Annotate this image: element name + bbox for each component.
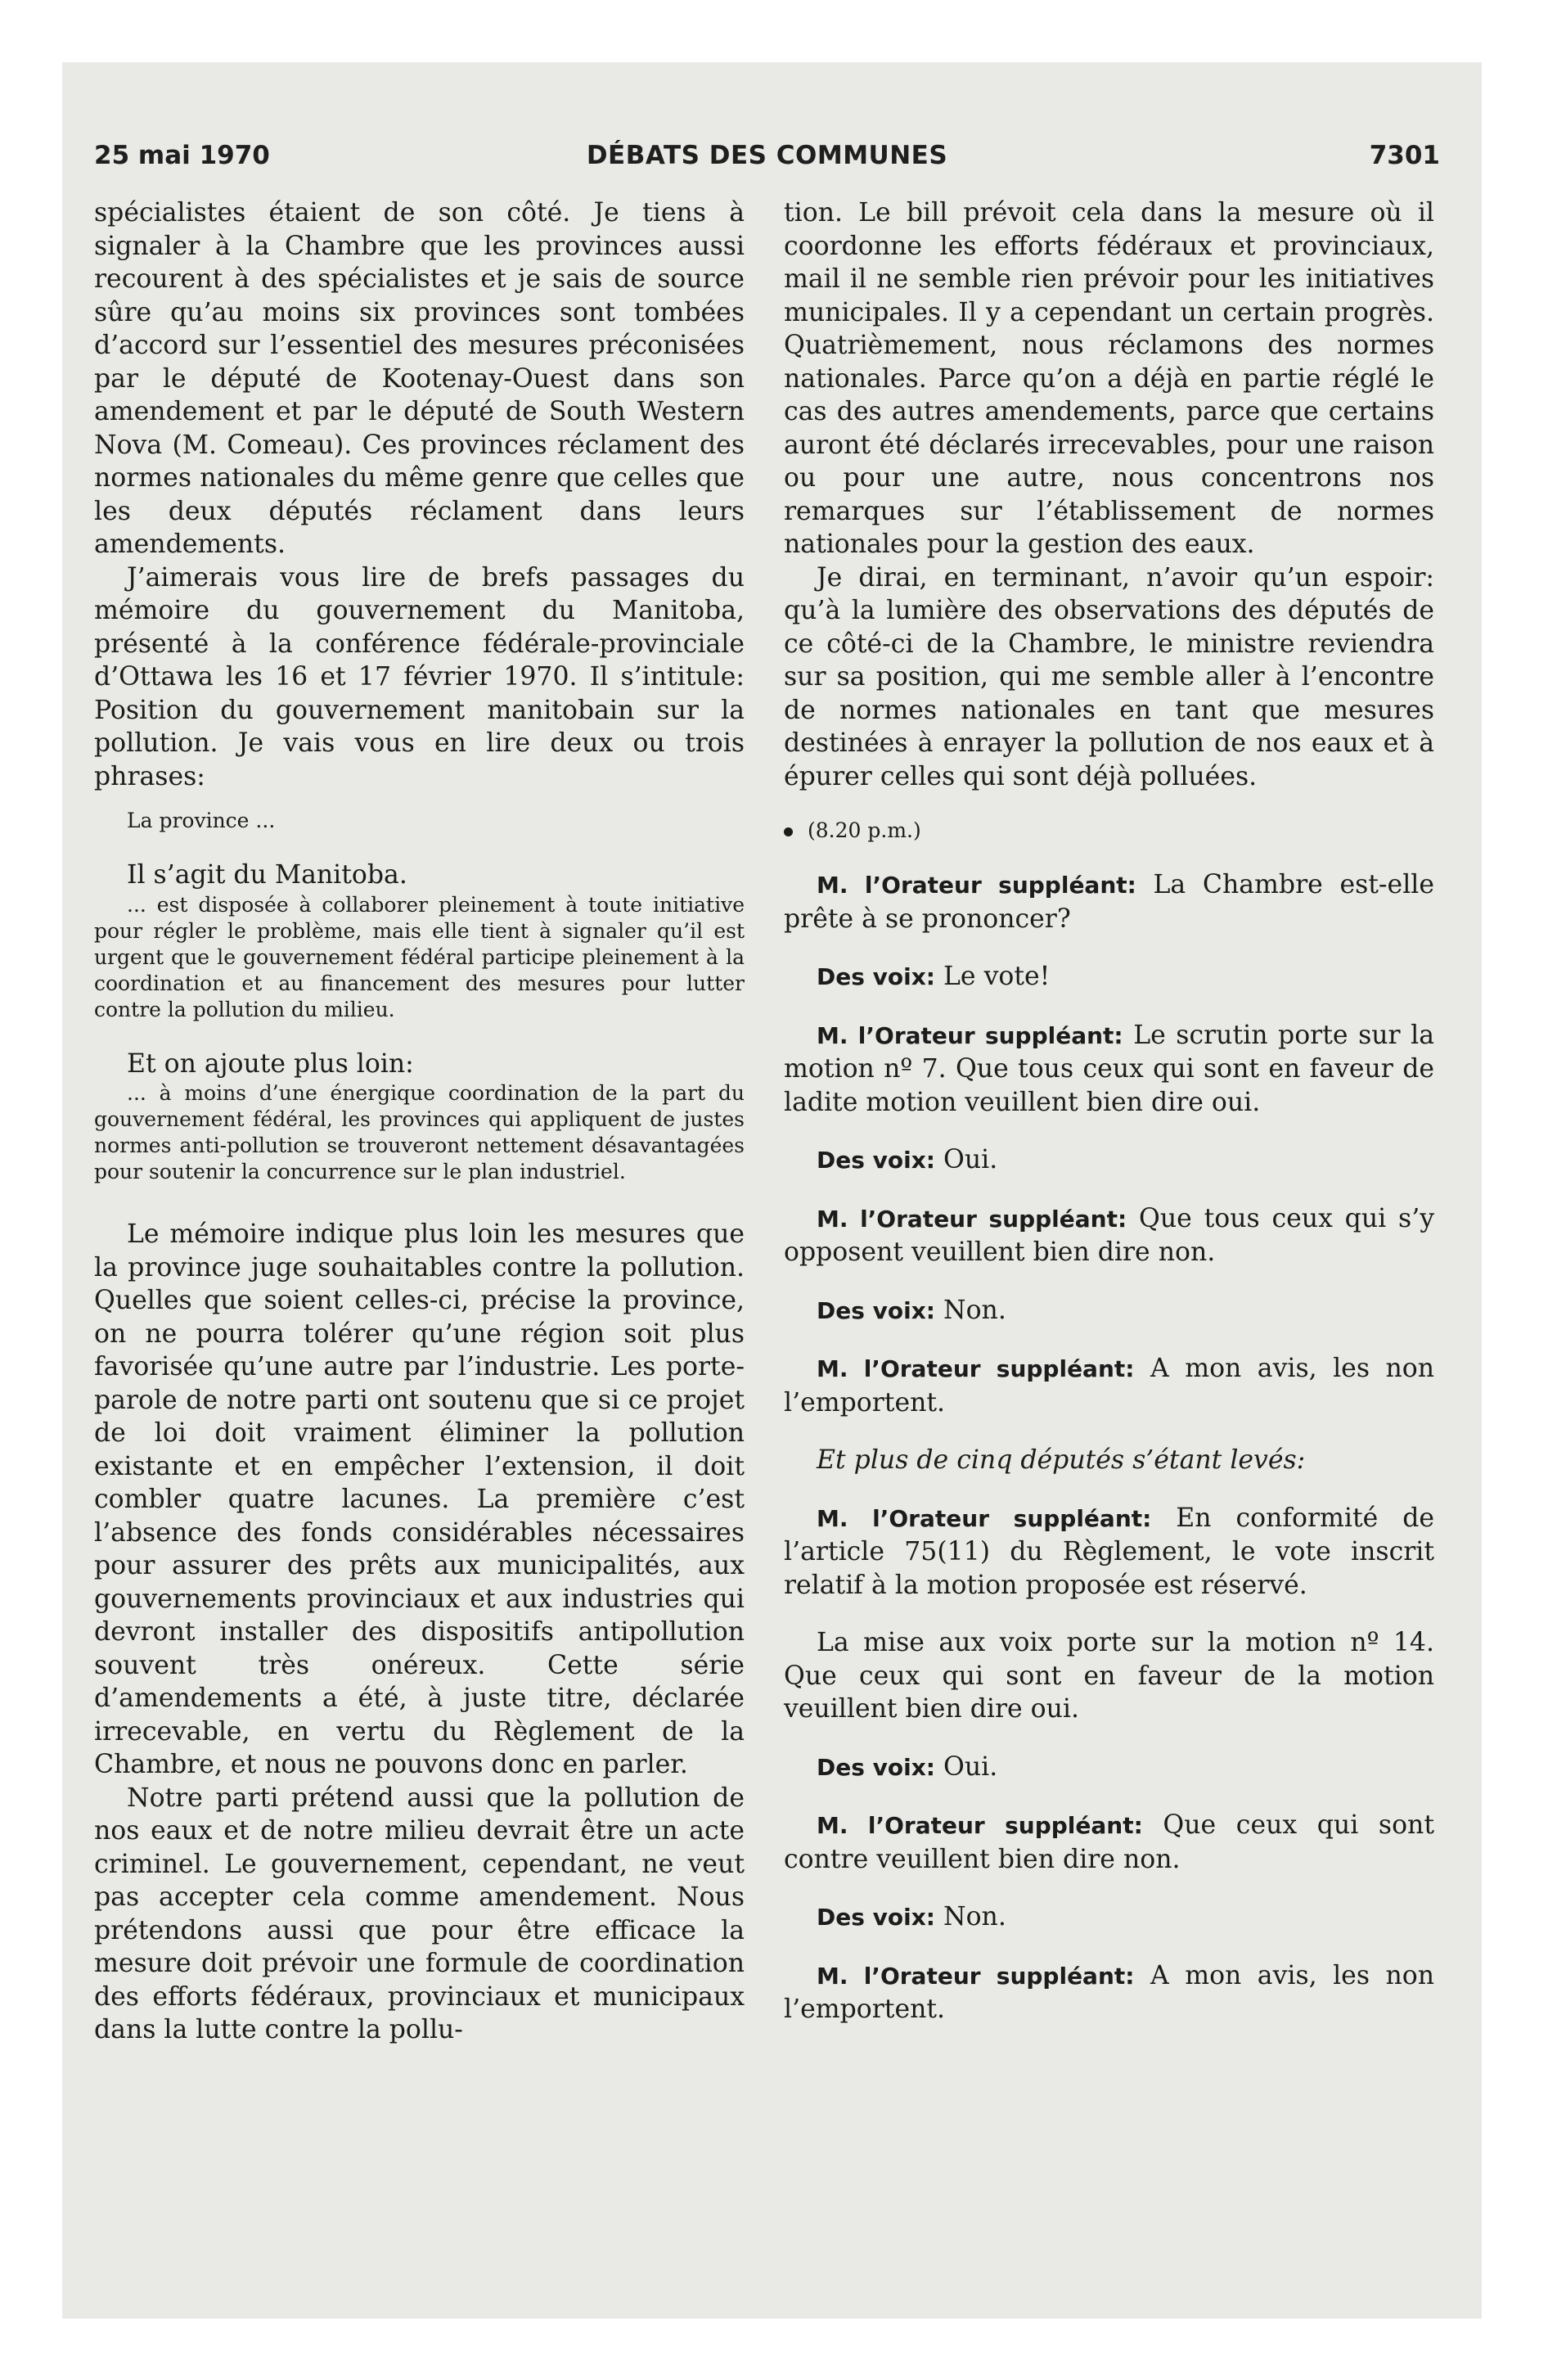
bullet-icon: [784, 827, 793, 836]
timestamp: (8.20 p.m.): [784, 818, 1434, 844]
speech: M. l’Orateur suppléant: A mon avis, les non l’emportent.: [784, 1960, 1435, 2024]
speech: M. l’Orateur suppléant: Que ceux qui sont contre veuillent bien dire non.: [784, 1810, 1435, 1874]
stage-direction: Et plus de cinq députés s’étant levés:: [817, 1445, 1306, 1475]
speech: Des voix: Oui.: [817, 1145, 998, 1174]
speech: Des voix: Non.: [817, 1902, 1006, 1931]
speech: Des voix: Non.: [817, 1295, 1006, 1325]
paragraph: Je dirai, en terminant, n’avoir qu’un espoir: qu’à la lumière des observations des députés de ce côté-ci de la Chambre, le ministre reviendra sur sa position, qui me semble aller à l’encontre de normes nationales en tant que mesures destinées à enrayer la pollution de nos eaux et à épurer celles qui sont déjà polluées.: [784, 562, 1434, 791]
speech: M. l’Orateur suppléant: A mon avis, les non l’emportent.: [784, 1354, 1435, 1418]
speaker-name: Des voix:: [817, 963, 935, 990]
paragraph: Et on ajoute plus loin:: [127, 1048, 414, 1079]
quotation: ... est disposée à collaborer pleinement à toute initiative pour régler le problème, mais elle tient à signaler qu’il est urgent que le gouvernement fédéral participe pleinement à la coordination et au financement des mesures pour lutter contre la pollution du milieu.: [94, 892, 745, 1021]
speech: M. l’Orateur suppléant: La Chambre est-elle prête à se prononcer?: [784, 870, 1434, 934]
speaker-name: M. l’Orateur suppléant:: [817, 872, 1136, 899]
speaker-name: M. l’Orateur suppléant:: [817, 1962, 1135, 1990]
paragraph: tion. Le bill prévoit cela dans la mesure où il coordonne les efforts fédéraux et provinciaux, mail il ne semble rien prévoir pour les initiatives municipales. Il y a cependant un certain progrès. Quatrièmement, nous réclamons des normes nationales. Parce qu’on a déjà en partie réglé le cas des autres amendements, parce que certains auront été déclarés irrecevables, pour une raison ou pour une autre, nous concentrons nos remarques sur l’établissement de normes nationales pour la gestion des eaux.: [784, 198, 1434, 559]
header-page-number: 7301: [1369, 141, 1440, 170]
speaker-name: Des voix:: [817, 1147, 935, 1174]
paragraph: Notre parti prétend aussi que la pollution de nos eaux et de notre milieu devrait être un acte criminel. Le gouvernement, cependant, ne veut pas accepter cela comme amendement. Nous prétendons aussi que pour être efficace la mesure doit prévoir une formule de coordination des efforts fédéraux, provinciaux et municipaux dans la lutte contre la pollu-: [94, 1783, 745, 2044]
speaker-name: M. l’Orateur suppléant:: [817, 1504, 1152, 1532]
page-header: [94, 141, 1440, 182]
speaker-name: Des voix:: [817, 1753, 935, 1781]
paragraph: J’aimerais vous lire de brefs passages du mémoire du gouvernement du Manitoba, présenté à la conférence fédérale-provinciale d’Ottawa les 16 et 17 février 1970. Il s’intitule: Position du gouvernement manitobain sur la pollution. Je vais vous en lire deux ou trois phrases:: [94, 562, 745, 791]
right-column: [784, 196, 1434, 2026]
speech: Des voix: Oui.: [817, 1751, 998, 1782]
speaker-name: Des voix:: [817, 1904, 935, 1931]
quotation: ... à moins d’une énergique coordination de la part du gouvernement fédéral, les provinces qui appliquent de justes normes anti-pollution se trouveront nettement désavantagées pour soutenir la concurrence sur le plan industriel.: [94, 1081, 745, 1183]
header-title: DÉBATS DES COMMUNES: [586, 141, 948, 170]
quotation: La province ...: [127, 809, 276, 832]
speech: M. l’Orateur suppléant: Que tous ceux qui s’y opposent veuillent bien dire non.: [784, 1203, 1435, 1267]
header-date: 25 mai 1970: [94, 141, 270, 170]
paragraph: Le mémoire indique plus loin les mesures que la province juge souhaitables contre la pollution. Quelles que soient celles-ci, précise la province, on ne pourra tolérer qu’une région soit plus favorisée qu’une autre par l’industrie. Les porte-parole de notre parti ont soutenu que si ce projet de loi doit vraiment éliminer la pollution existante et en empêcher l’extension, il doit combler quatre lacunes. La première c’est l’absence des fonds considérables nécessaires pour assurer des prêts aux municipalités, aux gouvernements provinciaux et aux industries qui devront installer des dispositifs antipollution souvent très onéreux. Cette série d’amendements a été, à juste titre, déclarée irrecevable, en vertu du Règlement de la Chambre, et nous ne pouvons donc en parler.: [94, 1219, 745, 1779]
speech: M. l’Orateur suppléant: Le scrutin porte sur la motion nº 7. Que tous ceux qui sont en faveur de ladite motion veuillent bien dire oui.: [784, 1020, 1434, 1117]
speaker-name: M. l’Orateur suppléant:: [817, 1205, 1127, 1233]
speech: M. l’Orateur suppléant: En conformité de l’article 75(11) du Règlement, le vote inscrit relatif à la motion proposée est réservé.: [784, 1503, 1434, 1600]
left-column: [94, 196, 745, 2047]
paragraph: spécialistes étaient de son côté. Je tiens à signaler à la Chambre que les provinces aussi recourent à des spécialistes et je sais de source sûre qu’au moins six provinces sont tombées d’accord sur l’essentiel des mesures préconisées par le député de Kootenay-Ouest dans son amendement et par le député de South Western Nova (M. Comeau). Ces provinces réclament des normes nationales du même genre que celles que les deux députés réclament dans leurs amendements.: [94, 198, 745, 559]
speaker-name: Des voix:: [817, 1296, 935, 1324]
paragraph: Il s’agit du Manitoba.: [127, 860, 407, 890]
paragraph: La mise aux voix porte sur la motion nº 14. Que ceux qui sont en faveur de la motion veuillent bien dire oui.: [784, 1628, 1434, 1724]
speech: Des voix: Le vote!: [817, 962, 1051, 991]
speaker-name: M. l’Orateur suppléant:: [817, 1021, 1123, 1049]
speaker-name: M. l’Orateur suppléant:: [817, 1355, 1135, 1382]
speaker-name: M. l’Orateur suppléant:: [817, 1812, 1143, 1839]
